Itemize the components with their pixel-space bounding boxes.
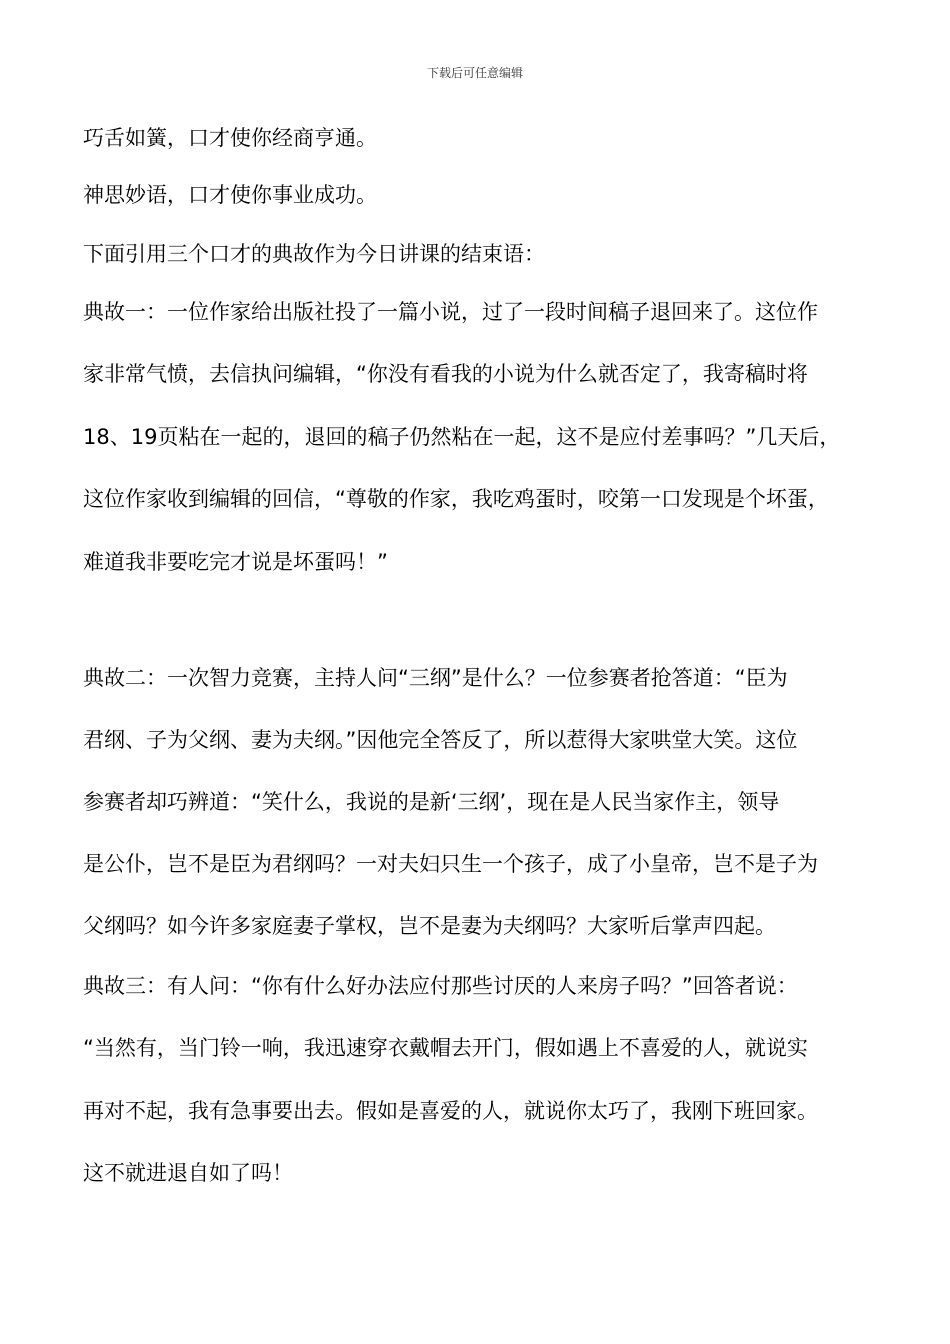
text-line: 父纲吗？如今许多家庭妻子掌权，岂不是妻为夫纲吗？大家听后掌声四起。 — [83, 914, 776, 938]
text-line: 难道我非要吃完才说是坏蛋吗！” — [83, 550, 388, 574]
text-line: 巧舌如簧，口才使你经商亨通。 — [83, 126, 377, 150]
text-line: 这不就进退自如了吗！ — [83, 1161, 293, 1185]
text-line: 典故三：有人问：“你有什么好办法应付那些讨厌的人来房子吗？”回答者说： — [83, 974, 798, 998]
text-line: 是公仆，岂不是臣为君纲吗？一对夫妇只生一个孩子，成了小皇帝，岂不是子为 — [83, 852, 818, 876]
text-line: 18、19页粘在一起的，退回的稿子仍然粘在一起，这不是应付差事吗？”几天后， — [83, 425, 841, 449]
text-line: 家非常气愤，去信执问编辑，“你没有看我的小说为什么就否定了，我寄稿时将 — [83, 362, 808, 386]
text-line: 君纲、子为父纲、妻为夫纲。”因他完全答反了，所以惹得大家哄堂大笑。这位 — [83, 728, 798, 752]
text-line: 典故二：一次智力竞赛，主持人问“三纲”是什么？一位参赛者抢答道：“臣为 — [83, 666, 788, 690]
text-line: 典故一：一位作家给出版社投了一篇小说，过了一段时间稿子退回来了。这位作 — [83, 300, 818, 324]
text-line: 再对不起，我有急事要出去。假如是喜爱的人，就说你太巧了，我刚下班回家。 — [83, 1099, 818, 1123]
text-line: 下面引用三个口才的典故作为今日讲课的结束语： — [83, 242, 545, 266]
text-line: 神思妙语，口才使你事业成功。 — [83, 183, 377, 207]
text-line: 这位作家收到编辑的回信，“尊敬的作家，我吃鸡蛋时，咬第一口发现是个坏蛋， — [83, 487, 829, 511]
text-line: “当然有，当门铃一响，我迅速穿衣戴帽去开门，假如遇上不喜爱的人，就说实 — [83, 1036, 808, 1060]
page-header: 下载后可任意编辑 — [426, 66, 523, 80]
text-line: 参赛者却巧辨道：“笑什么，我说的是新‘三纲’，现在是人民当家作主，领导 — [83, 790, 780, 814]
